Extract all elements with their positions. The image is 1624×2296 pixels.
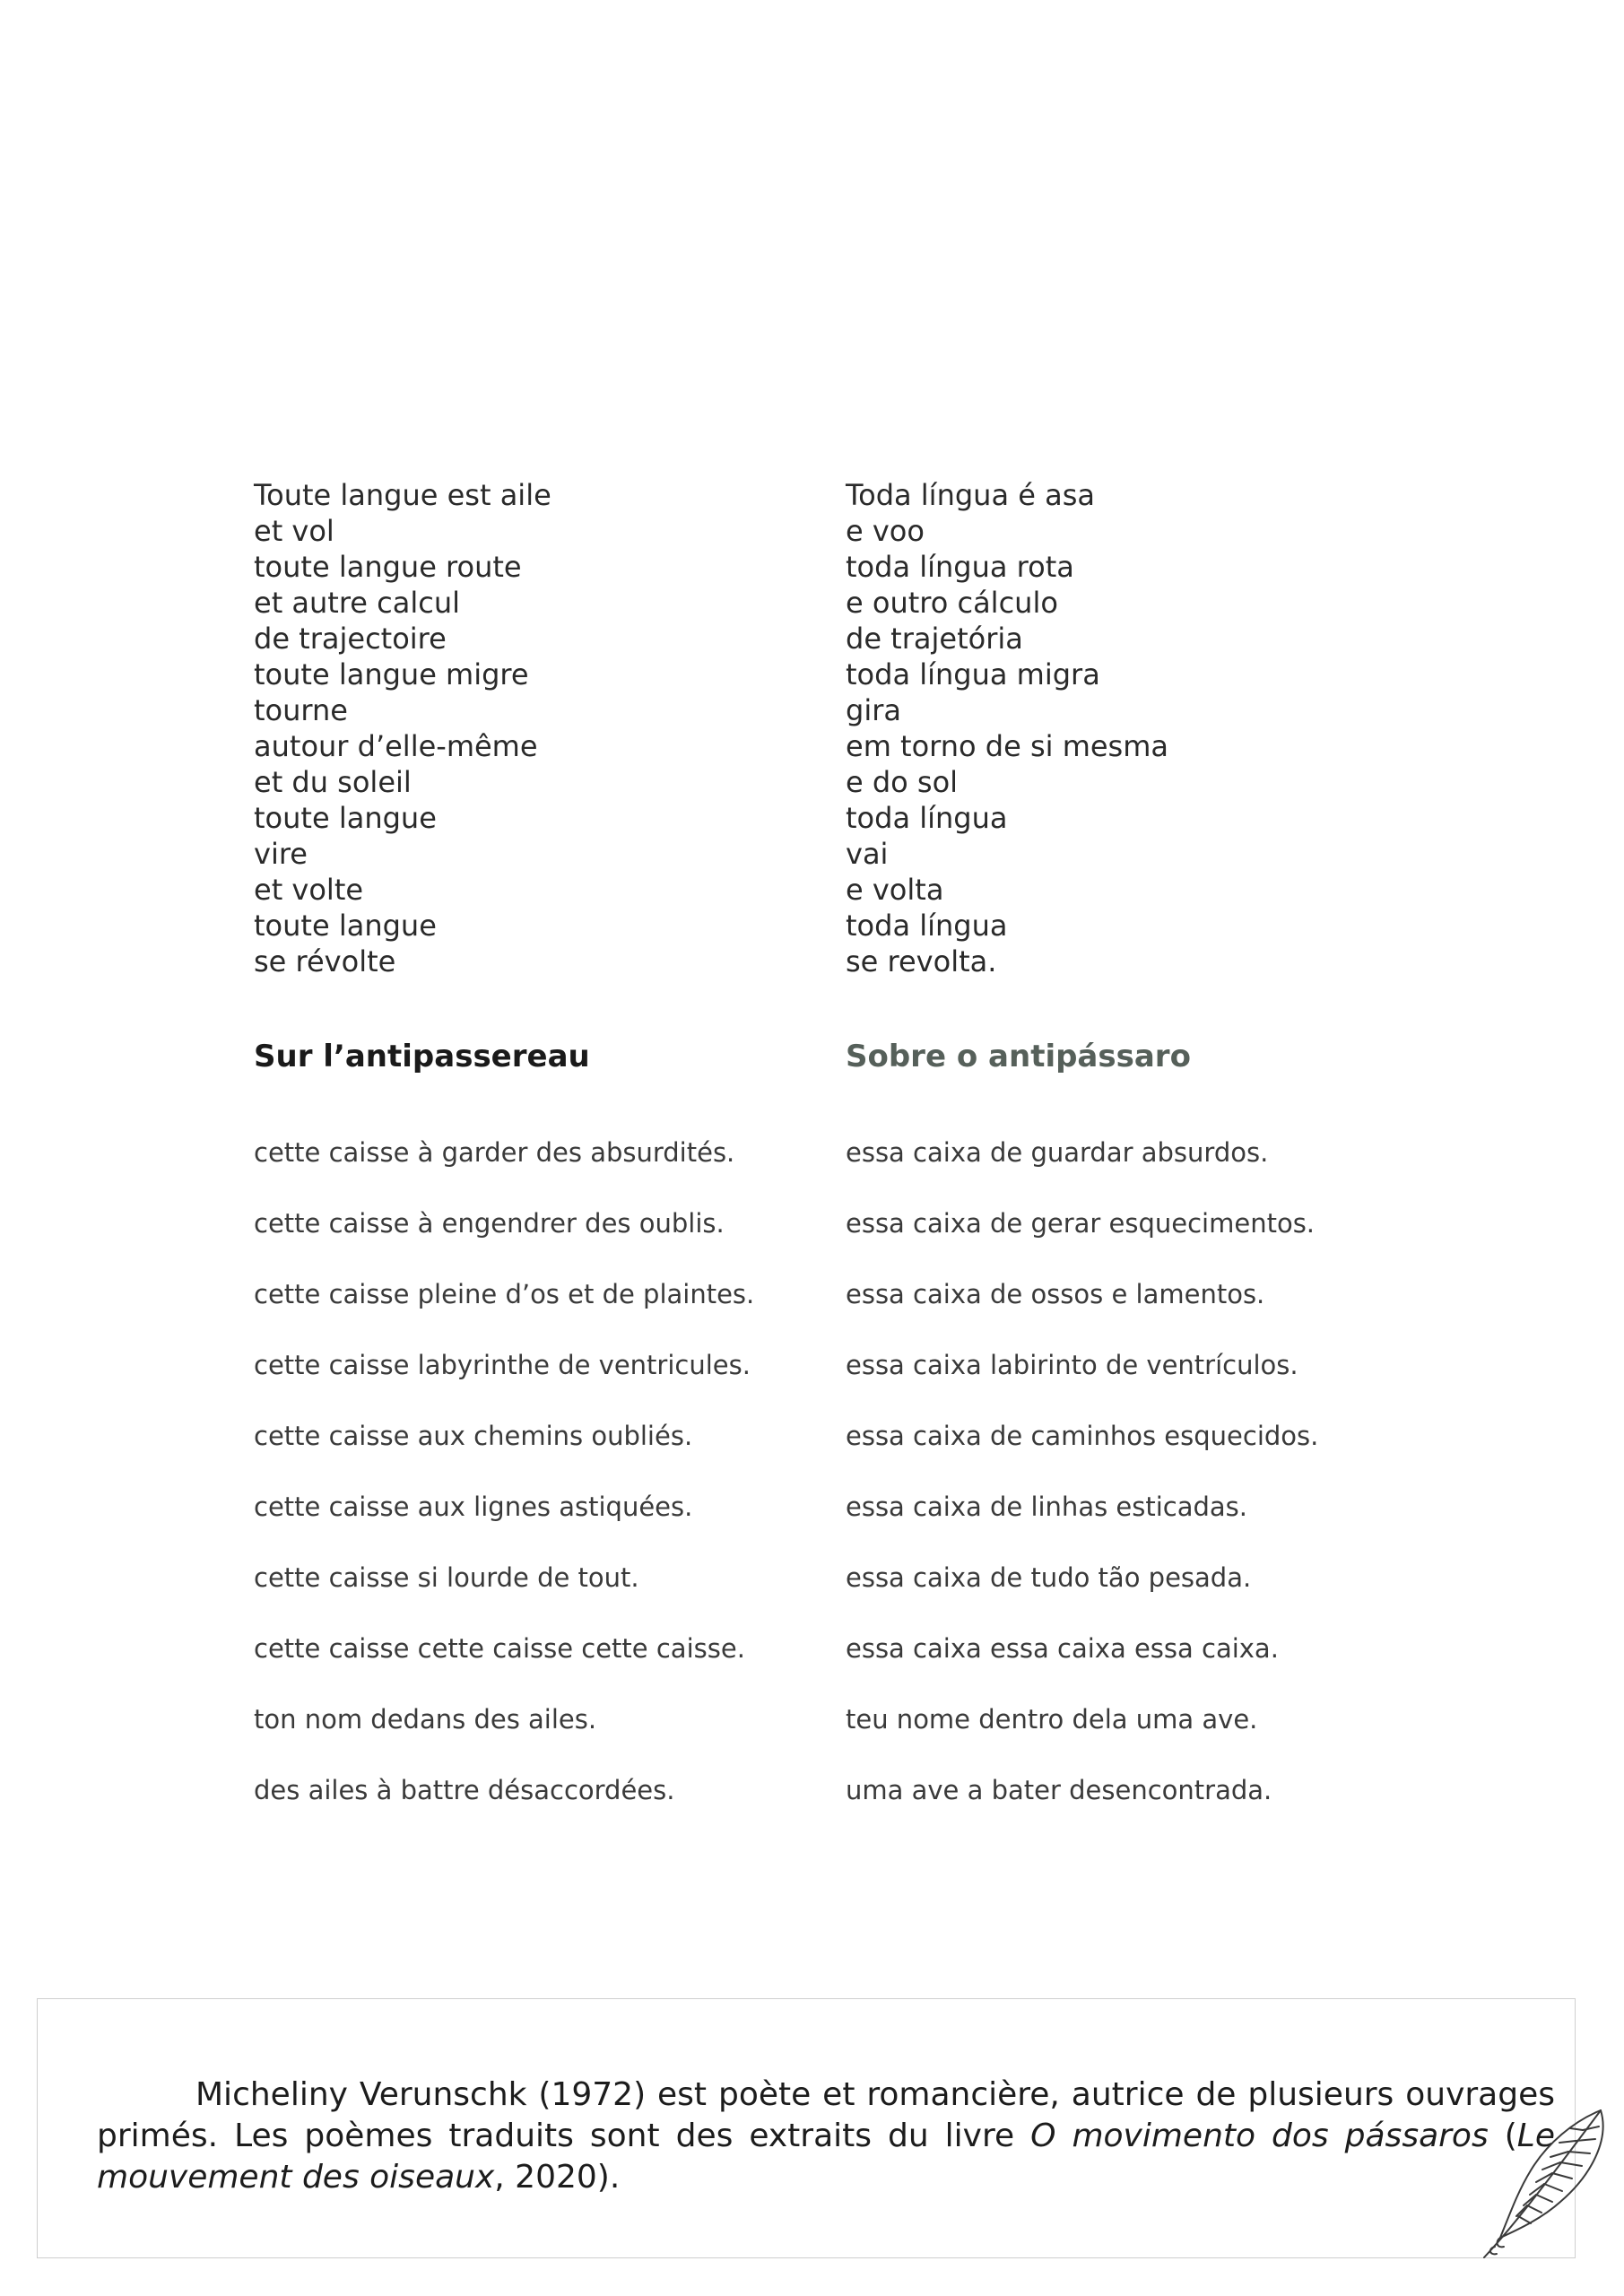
poem-line: essa caixa de linhas esticadas.	[846, 1492, 1248, 1522]
poem-line: essa caixa de ossos e lamentos.	[846, 1279, 1265, 1309]
poem-line: Toda língua é asa	[846, 478, 1095, 512]
poem-line: se révolte	[254, 944, 396, 978]
poem-line: essa caixa de caminhos esquecidos.	[846, 1421, 1319, 1451]
bio-text-part3: , 2020).	[494, 2159, 621, 2196]
poem-line: toda língua rota	[846, 550, 1074, 584]
poem-line: de trajectoire	[254, 622, 447, 656]
poem-line: toda língua	[846, 909, 1008, 943]
poem-line: toda língua	[846, 801, 1008, 835]
poem-line: toute langue route	[254, 550, 522, 584]
poem-line: cette caisse si lourde de tout.	[254, 1562, 639, 1593]
feather-icon	[1475, 2103, 1610, 2265]
poem-line: cette caisse aux chemins oubliés.	[254, 1421, 693, 1451]
poem-line: e volta	[846, 873, 944, 907]
poem-line: tourne	[254, 693, 348, 727]
poem-line: essa caixa de gerar esquecimentos.	[846, 1208, 1316, 1239]
poem-line: cette caisse à engendrer des oublis.	[254, 1208, 725, 1239]
poem-line: cette caisse à garder des absurdités.	[254, 1137, 735, 1168]
poem-line: teu nome dentro dela uma ave.	[846, 1704, 1258, 1735]
poem-line: e voo	[846, 514, 925, 548]
poem-line: uma ave a bater desencontrada.	[846, 1775, 1272, 1805]
poem-line: e do sol	[846, 765, 959, 799]
poem-line: cette caisse aux lignes astiquées.	[254, 1492, 693, 1522]
poem-line: cette caisse pleine d’os et de plaintes.	[254, 1279, 755, 1309]
bio-book-title-fr: Le mouvement des oiseaux	[97, 2118, 1555, 2196]
poem-line: de trajetória	[846, 622, 1023, 656]
bio-book-title: O movimento dos pássaros	[1030, 2118, 1489, 2154]
poem-line: toute langue	[254, 909, 437, 943]
poem-line: toute langue	[254, 801, 437, 835]
poem-line: Toute langue est aile	[254, 478, 551, 512]
poem-fr-lines	[254, 477, 551, 979]
bio-text-part2: (	[1488, 2118, 1517, 2154]
poem-pt-lines	[846, 477, 1168, 979]
poem-line: e outro cálculo	[846, 586, 1058, 620]
poem-line: vire	[254, 837, 308, 871]
poem-line: se revolta.	[846, 944, 997, 978]
poem-line: toute langue migre	[254, 657, 529, 691]
poem-line: et du soleil	[254, 765, 412, 799]
poem-line: essa caixa de tudo tão pesada.	[846, 1562, 1252, 1593]
poem-line: em torno de si mesma	[846, 729, 1168, 763]
poem2-fr-lines	[254, 1135, 754, 1843]
poem-line: autour d’elle-même	[254, 729, 538, 763]
poem-title-fr: Sur l’antipassereau	[254, 1039, 590, 1074]
author-bio-text	[97, 2074, 1555, 2198]
poem-line: vai	[846, 837, 889, 871]
poem-line: essa caixa de guardar absurdos.	[846, 1137, 1269, 1168]
poem-line: des ailes à battre désaccordées.	[254, 1775, 675, 1805]
poem-line: cette caisse cette caisse cette caisse.	[254, 1633, 745, 1664]
poem-line: et vol	[254, 514, 334, 548]
poem-line: cette caisse labyrinthe de ventricules.	[254, 1350, 751, 1380]
author-bio-box	[37, 1998, 1576, 2258]
poem-line: et volte	[254, 873, 364, 907]
bio-text-part1: Micheliny Verunschk (1972) est poète et romancière, autrice de plusieurs ouvrages primés. Les poèmes traduits sont des extraits du livre	[97, 2076, 1555, 2154]
poem-line: et autre calcul	[254, 586, 461, 620]
poem-line: gira	[846, 693, 901, 727]
poem-title-pt: Sobre o antipássaro	[846, 1039, 1191, 1074]
poem-line: essa caixa labirinto de ventrículos.	[846, 1350, 1298, 1380]
poem-line: toda língua migra	[846, 657, 1100, 691]
poem2-pt-lines	[846, 1135, 1318, 1843]
poem-line: essa caixa essa caixa essa caixa.	[846, 1633, 1279, 1664]
poem-line: ton nom dedans des ailes.	[254, 1704, 597, 1735]
